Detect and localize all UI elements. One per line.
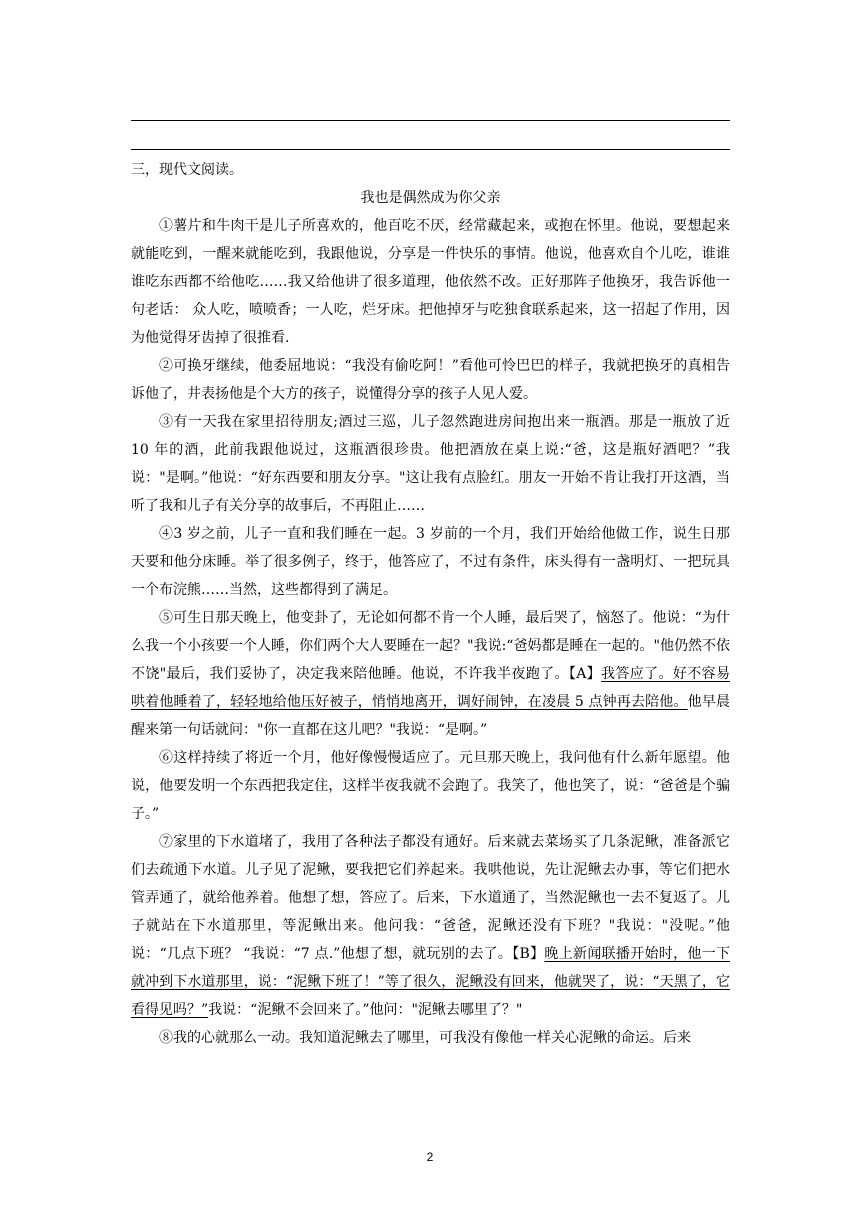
underlined-passage-a: 我答应了。好不容易 哄着他睡着了，轻轻地给他压好被子，悄悄地离开，调好闹钟，在凌晨 5 点钟再去陪他。 — [131, 666, 730, 710]
marker-a: 【A】 — [568, 666, 602, 682]
paragraph-7: ⑦家里的下水道堵了，我用了各种法子都没有通好。后来就去菜场买了几条泥鳅，准备派它们去疏通下水道。儿子见了泥鳅，要我把它们养起来。我哄他说，先让泥鳅去办事，等它们把水管弄通了，就给他养着。他想了想，答应了。后来，下水道通了，当然泥鳅也一去不复返了。儿子就站在下水道那里，等泥鳅出来。他问我：“爸爸，泥鳅还没有下班？"我说："没呢。”他说：“几点下班？ “我说：“7 点.”他想了想，就玩别的去了。【B】晚上新闻联播开始时，他一下就冲到下水道那里，说：“泥鳅下班了！”等了很久，泥鳅没有回来，他就哭了，说：“天黑了，它看得见吗？”我说：“泥鳅不会回来了。”他问："泥鳅去哪里了？" — [131, 834, 731, 1018]
paragraph-3: ③有一天我在家里招待朋友;酒过三巡，儿子忽然跑进房间抱出来一瓶酒。那是一瓶放了近 10 年的酒，此前我跟他说过，这瓶酒很珍贵。他把酒放在桌上说:“爸，这是瓶好酒吧？”我说："是啊。”他说：“好东西要和朋友分享。"这让我有点脸红。朋友一开始不肯让我打开这酒，当听了我和儿子有关分享的故事后，不再阻止…… — [131, 414, 731, 514]
paragraph-2: ②可换牙继续，他委屈地说：“我没有偷吃阿！”看他可怜巴巴的样子，我就把换牙的真相告诉他了，井表扬他是个大方的孩子，说懂得分享的孩子人见人爱。 — [131, 358, 731, 402]
section-heading: 三，现代文阅读。 — [131, 162, 243, 178]
paragraph-5: ⑤可生日那天晚上，他变卦了，无论如何都不肯一个人睡，最后哭了，恼怒了。他说：“为什么我一个小孩要一个人睡，你们两个大人要睡在一起？"我说:“爸妈都是睡在一起的。"他仍然不依不饶"最后，我们妥协了，决定我来陪他睡。他说，不许我半夜跑了。【A】我答应了。好不容易 哄着他睡着了，轻轻地给他压好被子，悄悄地离开，调好闹钟，在凌晨 5 点钟再去陪他。他早晨醒来第一句话就问："你一直都在这儿吧？"我说：“是啊。” — [131, 610, 731, 738]
answer-line-2 — [131, 149, 730, 150]
answer-line-1 — [131, 120, 730, 121]
underlined-passage-b: 晚上新闻联播开始时，他一下就冲到下水道那里，说：“泥鳅下班了！”等了很久，泥鳅没有回来，他就哭了，说：“天黑了，它看得见吗？” — [131, 946, 730, 1018]
page-number: 2 — [426, 1150, 434, 1164]
paragraph-6: ⑥这样持续了将近一个月，他好像慢慢适应了。元旦那天晚上，我问他有什么新年愿望。他说，他要发明一个东西把我定住，这样半夜我就不会跑了。我笑了，他也笑了，说：“爸爸是个骗子。” — [131, 750, 731, 822]
reading-section — [131, 156, 730, 1052]
article-title: 我也是偶然成为你父亲 — [360, 190, 501, 206]
marker-b: 【B】 — [512, 946, 545, 962]
paragraph-8: ⑧我的心就那么一动。我知道泥鳅去了哪里，可我没有像他一样关心泥鳅的命运。后来 — [159, 1030, 691, 1046]
paragraph-1: ①薯片和牛肉干是儿子所喜欢的，他百吃不厌，经常藏起来，或抱在怀里。他说，要想起来就能吃到，一醒来就能吃到，我跟他说，分享是一件快乐的事情。他说，他喜欢自个儿吃，谁谁谁吃东西都不给他吃……我又给他讲了很多道理，他依然不改。正好那阵子他换牙，我告诉他一句老话： 众人吃，喷喷香；一人吃，烂牙床。把他掉牙与吃独食联系起来，这一招起了作用，因为他觉得牙齿掉了很推看. — [131, 218, 731, 346]
paragraph-4: ④3 岁之前，儿子一直和我们睡在一起。3 岁前的一个月，我们开始给他做工作，说生日那天要和他分床睡。举了很多例子，终于，他答应了，不过有条件，床头得有一盏明灯、一把玩具 一个布浣熊……当然，这些都得到了满足。 — [131, 526, 731, 598]
